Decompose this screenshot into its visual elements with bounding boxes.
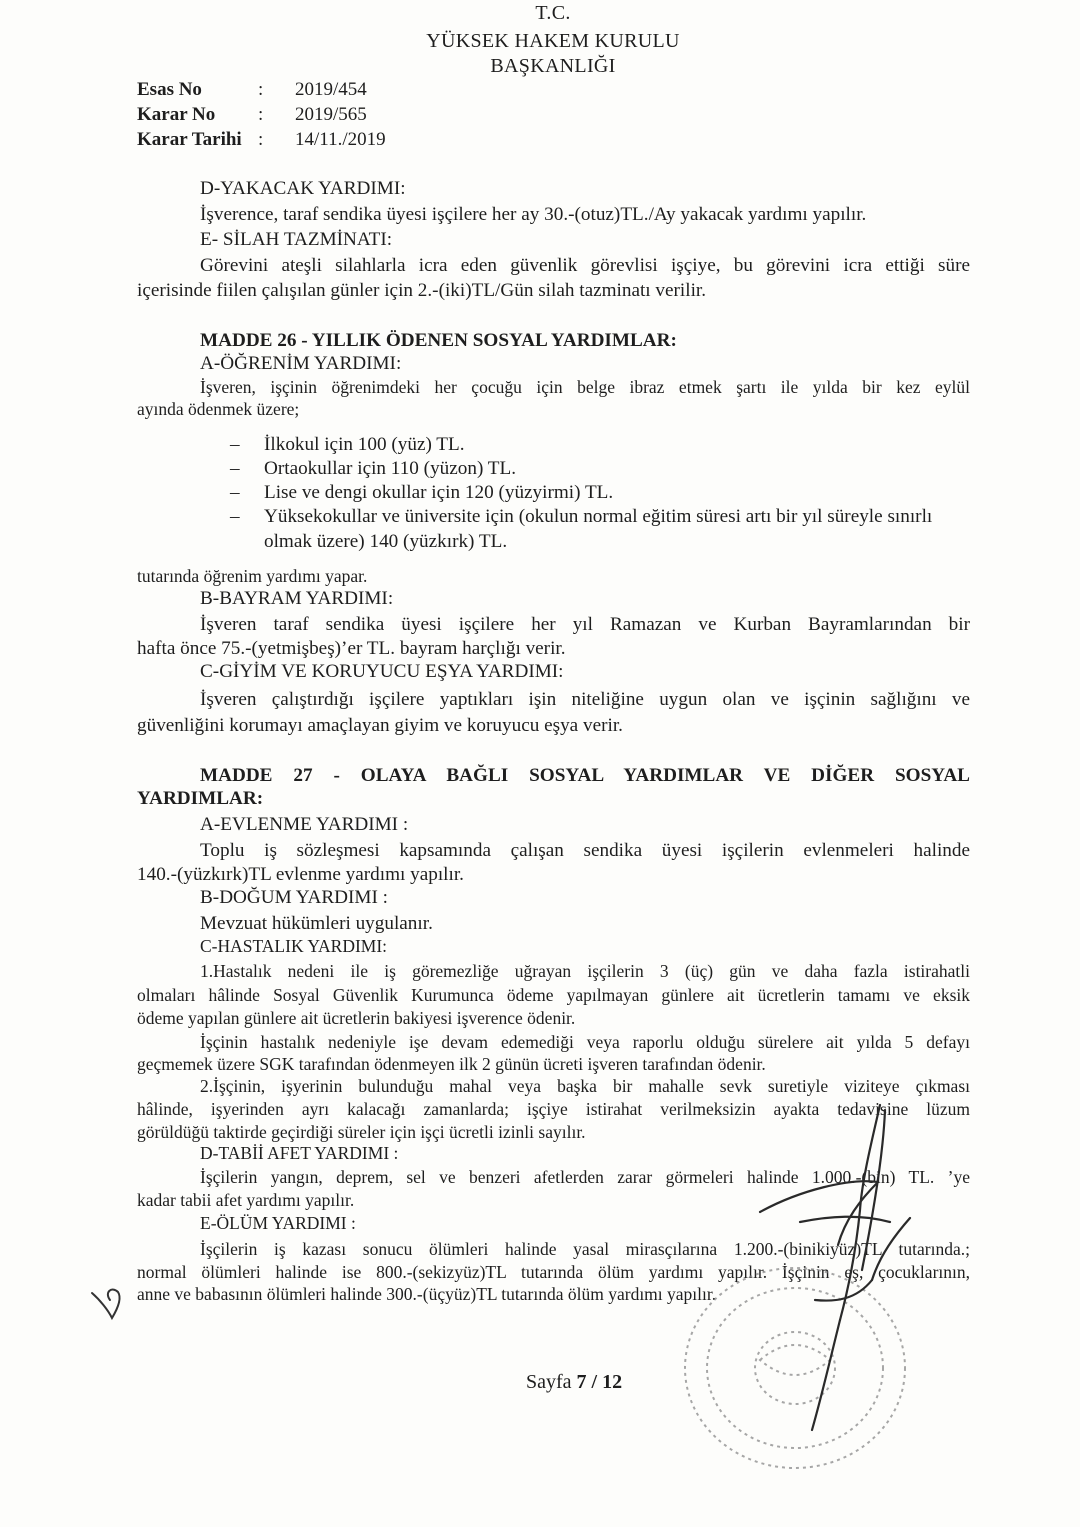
afet-title: D-TABİİ AFET YARDIMI : [200,1143,399,1163]
hastalik-3b: hâlinde, işyerinden ayrı kalacağı zamanlarda; işçiye istirahat verilmeksizin ayakta tedavisine lüzum [137,1099,970,1119]
ogrenim-title: A-ÖĞRENİM YARDIMI: [200,353,402,374]
header-tc: T.C. [535,2,571,24]
header-institution: YÜKSEK HAKEM KURULU [426,30,680,52]
page-sep: / [591,1371,598,1393]
madde26-title: MADDE 26 - YILLIK ÖDENEN SOSYAL YARDIMLAR: [200,330,677,351]
page-current: 7 [576,1371,587,1393]
ogrenim-item-ortaokul: – Ortaokullar için 110 (yüzon) TL. [230,457,975,481]
hastalik-2a: İşçinin hastalık nedeniyle işe devam edemediği veya raporlu olduğu sürelere ait yılda 5 defayı [200,1032,970,1052]
ogrenim-text-2: ayında ödenmek üzere; [137,399,300,419]
olum-title: E-ÖLÜM YARDIMI : [200,1213,356,1233]
hastalik-title: C-HASTALIK YARDIMI: [200,936,388,956]
karar-label: Karar No [137,104,216,125]
hastalik-3a: 2.İşçinin, işyerinin bulunduğu mahal veya başka bir mahalle sevk suretiyle viziteye çıkması [200,1076,970,1096]
evlenme-text-1: Toplu iş sözleşmesi kapsamında çalışan sendika üyesi işçilerin evlenmeleri halinde [200,840,970,861]
ogrenim-item-ilkokul: – İlkokul için 100 (yüz) TL. [230,433,975,457]
afet-text-2: kadar tabii afet yardımı yapılır. [137,1190,355,1210]
bayram-text-1: İşveren taraf sendika üyesi işçilere her yıl Ramazan ve Kurban Bayramlarından bir [200,614,970,635]
esas-value: 2019/454 [295,79,367,100]
esas-label: Esas No [137,79,202,100]
signature-icon [760,1105,910,1430]
hastalik-1b: olmaları hâlinde Sosyal Güvenlik Kurumunca ödeme yapılmayan günlere ait ücretlerin tamamı ve eksik [137,985,970,1005]
hastalik-2b: geçmemek üzere SGK tarafından ödenmeyen ilk 2 günün ücreti işveren tarafından ödenir. [137,1054,766,1074]
giyim-text-2: güvenliğini korumayı amaçlayan giyim ve koruyucu eşya verir. [137,715,623,736]
tarih-sep: : [258,129,264,150]
bayram-title: B-BAYRAM YARDIMI: [200,588,394,609]
yakacak-title: D-YAKACAK YARDIMI: [200,178,406,199]
madde27-title-1: MADDE 27 - OLAYA BAĞLI SOSYAL YARDIMLAR VE DİĞER SOSYAL [200,765,970,786]
silah-text-2: içerisinde fiilen çalışılan günler için 2.-(iki)TL/Gün silah tazminatı verilir. [137,280,707,301]
afet-text-1: İşçilerin yangın, deprem, sel ve benzeri afetlerden zarar görmeleri halinde 1.000.-(bin) TL. ’ye [200,1167,970,1187]
ogrenim-after: tutarında öğrenim yardımı yapar. [137,566,368,586]
ogrenim-item-lise: – Lise ve dengi okullar için 120 (yüzyirmi) TL. [230,481,975,505]
hastalik-1c: ödeme yapılan günlere ait ücretlerin bakiyesi işverence ödenir. [137,1008,576,1028]
karar-value: 2019/565 [295,104,367,125]
page-total: 12 [602,1371,623,1393]
silah-text-1: Görevini ateşli silahlarla icra eden güvenlik görevlisi işçiye, bu görevini icra ettiği süre [200,255,970,276]
tarih-value: 14/11./2019 [295,129,386,150]
ogrenim-item-universite: – Yüksekokullar ve üniversite için (okulun normal eğitim süresi artı bir yıl süreyle sınırlı [230,505,975,529]
evlenme-title: A-EVLENME YARDIMI : [200,814,409,835]
evlenme-text-2: 140.-(yüzkırk)TL evlenme yardımı yapılır. [137,864,464,885]
initial-icon [92,1290,120,1318]
ogrenim-text-1: İşveren, işçinin öğrenimdeki her çocuğu için belge ibraz etmek şartı ile yılda bir kez eylül [200,377,970,397]
giyim-title: C-GİYİM VE KORUYUCU EŞYA YARDIMI: [200,661,564,682]
bayram-text-2: hafta önce 75.-(yetmişbeş)’er TL. bayram harçlığı verir. [137,638,566,659]
tarih-label: Karar Tarihi [137,129,242,150]
ogrenim-item-universite-cont: olmak üzere) 140 (yüzkırk) TL. [264,531,508,552]
yakacak-text: İşverence, taraf sendika üyesi işçilere her ay 30.-(otuz)TL./Ay yakacak yardımı yapılır. [200,204,867,225]
karar-sep: : [258,104,264,125]
dogum-text: Mevzuat hükümleri uygulanır. [200,913,433,934]
esas-sep: : [258,79,264,100]
header-office: BAŞKANLIĞI [490,55,616,77]
dogum-title: B-DOĞUM YARDIMI : [200,887,388,908]
hastalik-3c: görüldüğü taktirde geçirdiği süreler için işçi ücretli izinli sayılır. [137,1122,586,1142]
giyim-text-1: İşveren çalıştırdığı işçilere yaptıkları işin niteliğine uygun olan ve işçinin sağlığını ve [200,689,970,710]
madde27-title-2: YARDIMLAR: [137,788,264,809]
olum-text-1: İşçilerin iş kazası sonucu ölümleri halinde yasal mirasçılarına 1.200.-(binikiyüz)TL tutarında.; [200,1239,970,1259]
page-label: Sayfa [526,1371,572,1393]
silah-title: E- SİLAH TAZMİNATI: [200,229,393,250]
official-stamp-icon [685,1268,905,1468]
olum-text-2: normal ölümleri halinde ise 800.-(sekizyüz)TL tutarında ölüm yardımı yapılır. İşçinin eş, çocuklarının, [137,1262,970,1282]
hastalik-1a: 1.Hastalık nedeni ile iş göremezliğe uğrayan işçilerin 3 (üç) gün ve daha fazla istirahatli [200,961,970,981]
olum-text-3: anne ve babasının ölümleri halinde 300.-(üçyüz)TL tutarında ölüm yardımı yapılır. [137,1284,717,1304]
